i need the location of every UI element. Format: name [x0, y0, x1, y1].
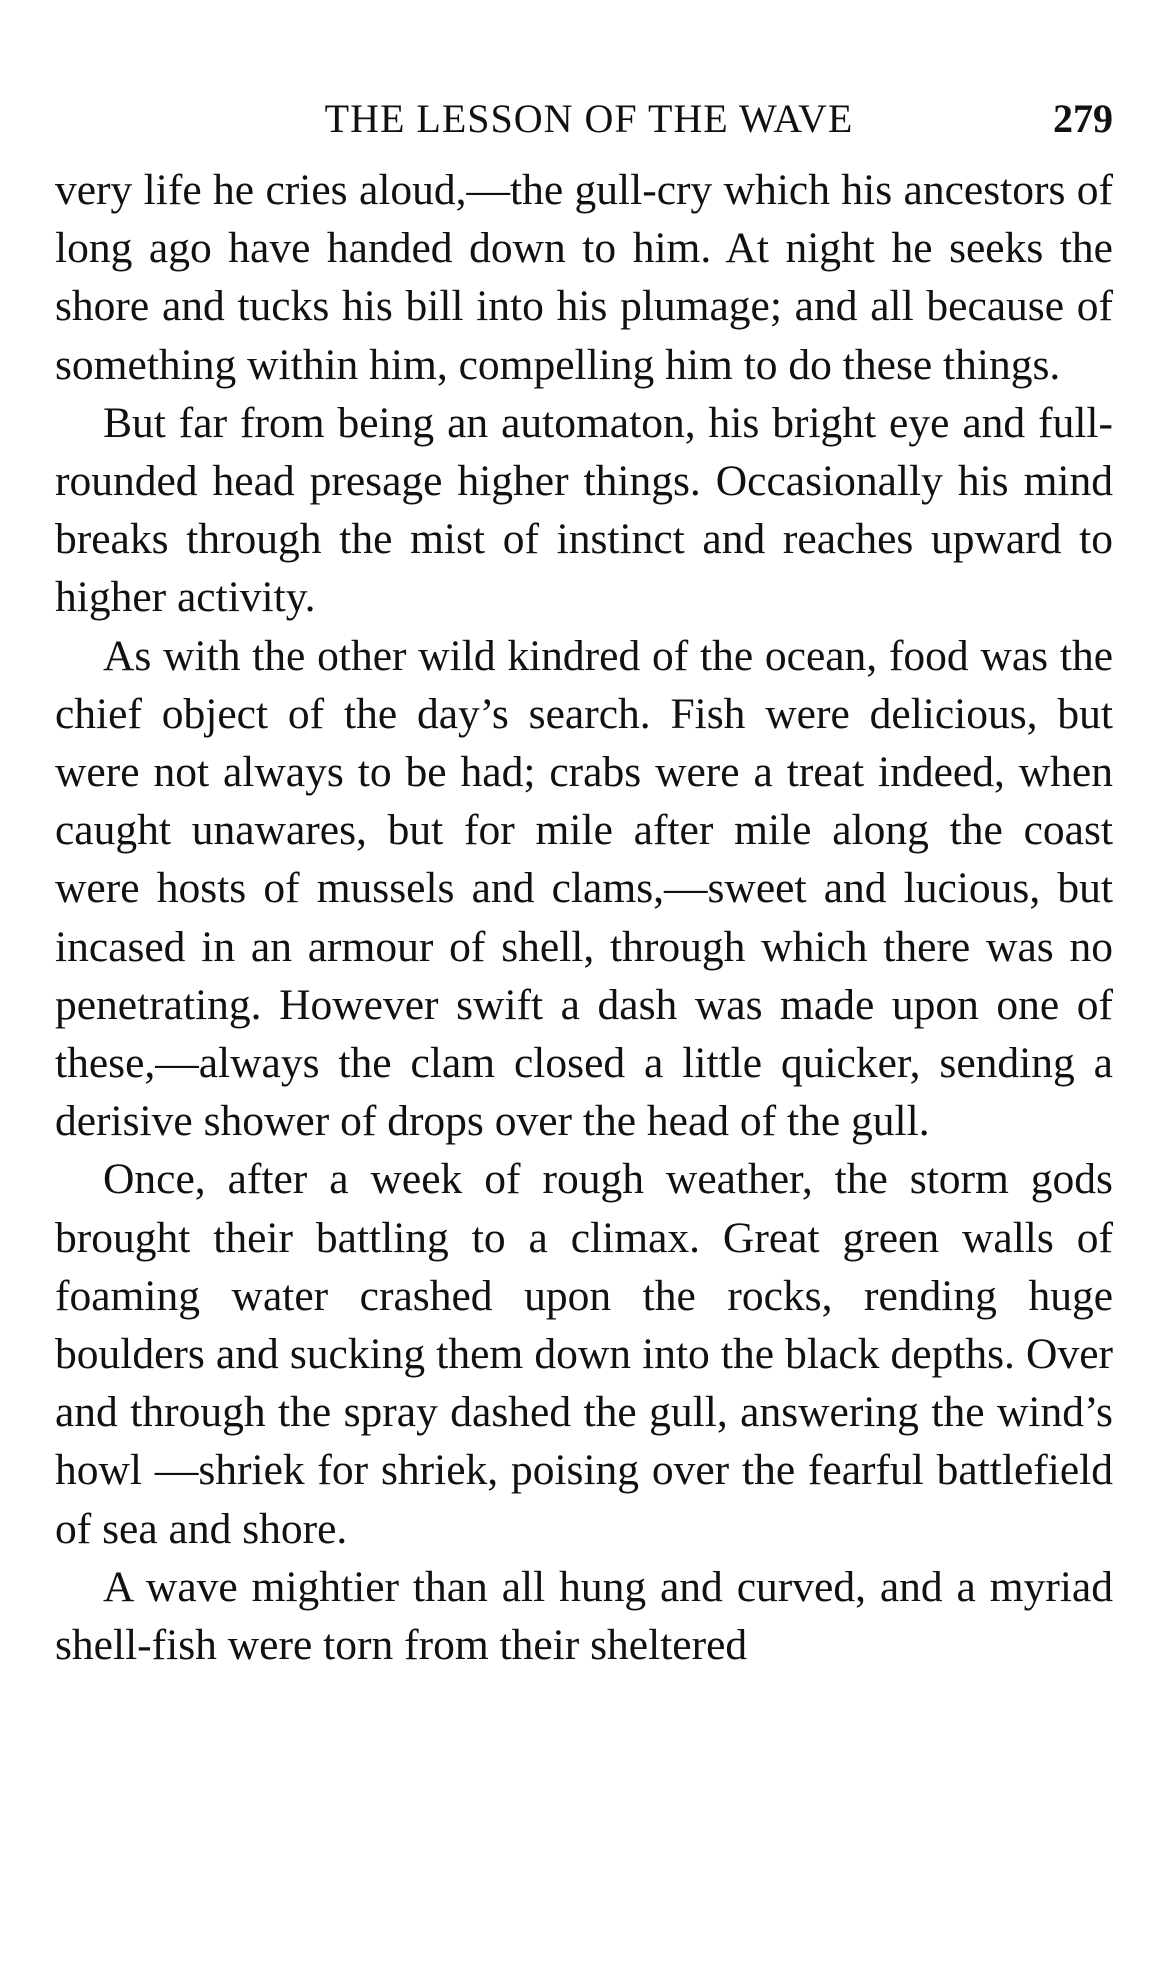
paragraph-1: very life he cries aloud,—the gull-cry which his ancestors of long ago have handed down to him. At night he seeks the shore and tucks his bill into his plumage; and all because of something within him, compelling him to do these things.	[55, 166, 1113, 389]
running-head	[55, 95, 1113, 147]
paragraph-4: Once, after a week of rough weather, the storm gods brought their battling to a climax. Great green walls of foaming water crashed upon the rocks, rending huge boulders and sucking them down into the black depths. Over and through the spray dashed the gull, answering the wind’s howl —shriek for shriek, poising over the fearful battlefield of sea and shore.	[55, 1155, 1113, 1553]
body-text	[55, 161, 1113, 1674]
paragraph-3: As with the other wild kindred of the ocean, food was the chief object of the day’s search. Fish were delicious, but were not always to be had; crabs were a treat indeed, when caught unawares, but for mile after mile along the coast were hosts of mussels and clams,—sweet and lucious, but incased in an armour of shell, through which there was no penetrating. However swift a dash was made upon one of these,—always the clam closed a little quicker, sending a derisive shower of drops over the head of the gull.	[55, 631, 1113, 1146]
book-page	[55, 95, 1113, 1674]
page-number: 279	[1053, 96, 1113, 141]
running-title: THE LESSON OF THE WAVE	[324, 96, 854, 141]
paragraph-2: But far from being an automaton, his bright eye and full-rounded head presage higher things. Occasionally his mind breaks through the mist of instinct and reaches upward to higher activity.	[55, 398, 1113, 622]
paragraph-5: A wave mightier than all hung and curved, and a myriad shell-fish were torn from their sheltered	[55, 1562, 1113, 1670]
